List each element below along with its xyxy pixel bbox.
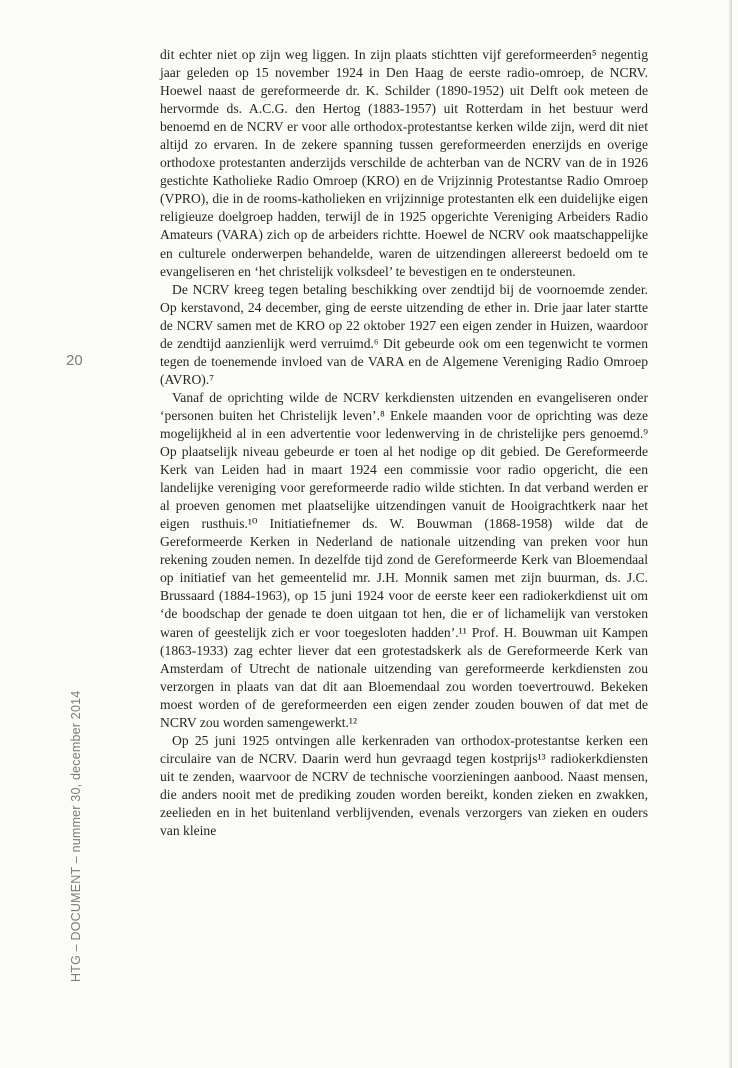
paragraph-4: Op 25 juni 1925 ontvingen alle kerkenraden van orthodox-protestantse kerken een circulaire van de NCRV. Daarin werd hun gevraagd tegen kostprijs¹³ radiokerkdiensten uit te zenden, waarvoor de NCRV de technische voorzieningen aanbood. Naast mensen, die anders nooit met de prediking zouden worden bereikt, konden zieken en zwakken, zeelieden en in het buitenland verblijvenden, evenals verzorgers van zieken en ouders van kleine (160, 732, 648, 839)
paragraph-2: De NCRV kreeg tegen betaling beschikking over zendtijd bij de voornoemde zender. Op kerstavond, 24 december, ging de eerste uitzending de ether in. Drie jaar later startte de NCRV samen met de KRO op 22 oktober 1927 een eigen zender in Huizen, waardoor de zendtijd aanzienlijk werd verruimd.⁶ Dit gebeurde ook om een tegenwicht te vormen tegen de toenemende invloed van de VARA en de Algemene Vereniging Radio Omroep (AVRO).⁷ (160, 281, 648, 387)
paragraph-3: Vanaf de oprichting wilde de NCRV kerkdiensten uitzenden en evangeliseren onder ‘personen buiten het Christelijk leven’.⁸ Enkele maanden voor de oprichting was deze mogelijkheid al in een advertentie voor ledenwerving in de christelijke pers genoemd.⁹ Op plaatselijk niveau gebeurde er toen al het nodige op dit gebied. De Gereformeerde Kerk van Leiden had in maart 1924 een commissie voor radio opgericht, die een landelijke vereniging voor gereformeerde radio wilde stichten. In dat verband werden er al proeven genomen met plaatselijke uitzendingen vanuit de Hooigrachtkerk naar het eigen rusthuis.¹⁰ Initiatiefnemer ds. W. Bouwman (1868-1958) wilde dat de Gereformeerde Kerken in Nederland de nationale uitzending van preken voor hun rekening zouden nemen. In dezelfde tijd zond de Gereformeerde Kerk van Bloemendaal op initiatief van het gemeentelid mr. J.H. Monnik samen met zijn buurman, ds. J.C. Brussaard (1884-1963), op 15 juni 1924 voor de eerste keer een radiokerkdienst uit om ‘de boodschap der genade te doen uitgaan tot hen, die er of lichamelijk van verstoken waren of geestelijk zich er voor toegesloten hadden’.¹¹ Prof. H. Bouwman uit Kampen (1863-1933) zag echter liever dat een grotestadskerk als de Gereformeerde Kerk van Amsterdam of Utrecht de nationale uitzending van gereformeerde kerkdiensten zou verzorgen in plaats van dat dit aan Bloemendaal zou worden toevertrouwd. Bekeken moest worden of de gereformeerden een eigen zender zouden bouwen of dat met de NCRV zou worden samengewerkt.¹² (160, 389, 648, 730)
running-head: HTG – DOCUMENT – nummer 30, december 2014 (69, 690, 83, 982)
page-edge-shadow (729, 0, 732, 1068)
page-number: 20 (66, 352, 83, 369)
paragraph-1: dit echter niet op zijn weg liggen. In zijn plaats stichtten vijf gereformeerden⁵ negentig jaar geleden op 15 november 1924 in Den Haag de eerste radio-omroep, de NCRV. Hoewel naast de gereformeerde dr. K. Schilder (1890-1952) uit Delft ook meteen de hervormde ds. A.C.G. den Hertog (1883-1957) uit Rotterdam in het bestuur werd benoemd en de NCRV er voor alle orthodox-protestantse kerken wilde zijn, werd dit niet altijd zo ervaren. In de zekere spanning tussen gereformeerden enerzijds en overige orthodoxe protestanten anderzijds verschilde de achterban van de NCRV van de in 1926 gestichte Katholieke Radio Omroep (KRO) en de Vrijzinnig Protestantse Radio Omroep (VPRO), die in de rooms-katholieken en vrijzinnige protestanten elk een duidelijke eigen religieuze doelgroep hadden, terwijl de in 1925 opgerichte Vereniging Arbeiders Radio Amateurs (VARA) zich op de arbeiders richtte. Hoewel de NCRV ook maatschappelijke en culturele onderwerpen behandelde, waren de uitzendingen allereerst bedoeld om te evangeliseren en ‘het christelijk volksdeel’ te bevestigen en te ondersteunen. (160, 47, 648, 279)
body-text (160, 46, 648, 840)
